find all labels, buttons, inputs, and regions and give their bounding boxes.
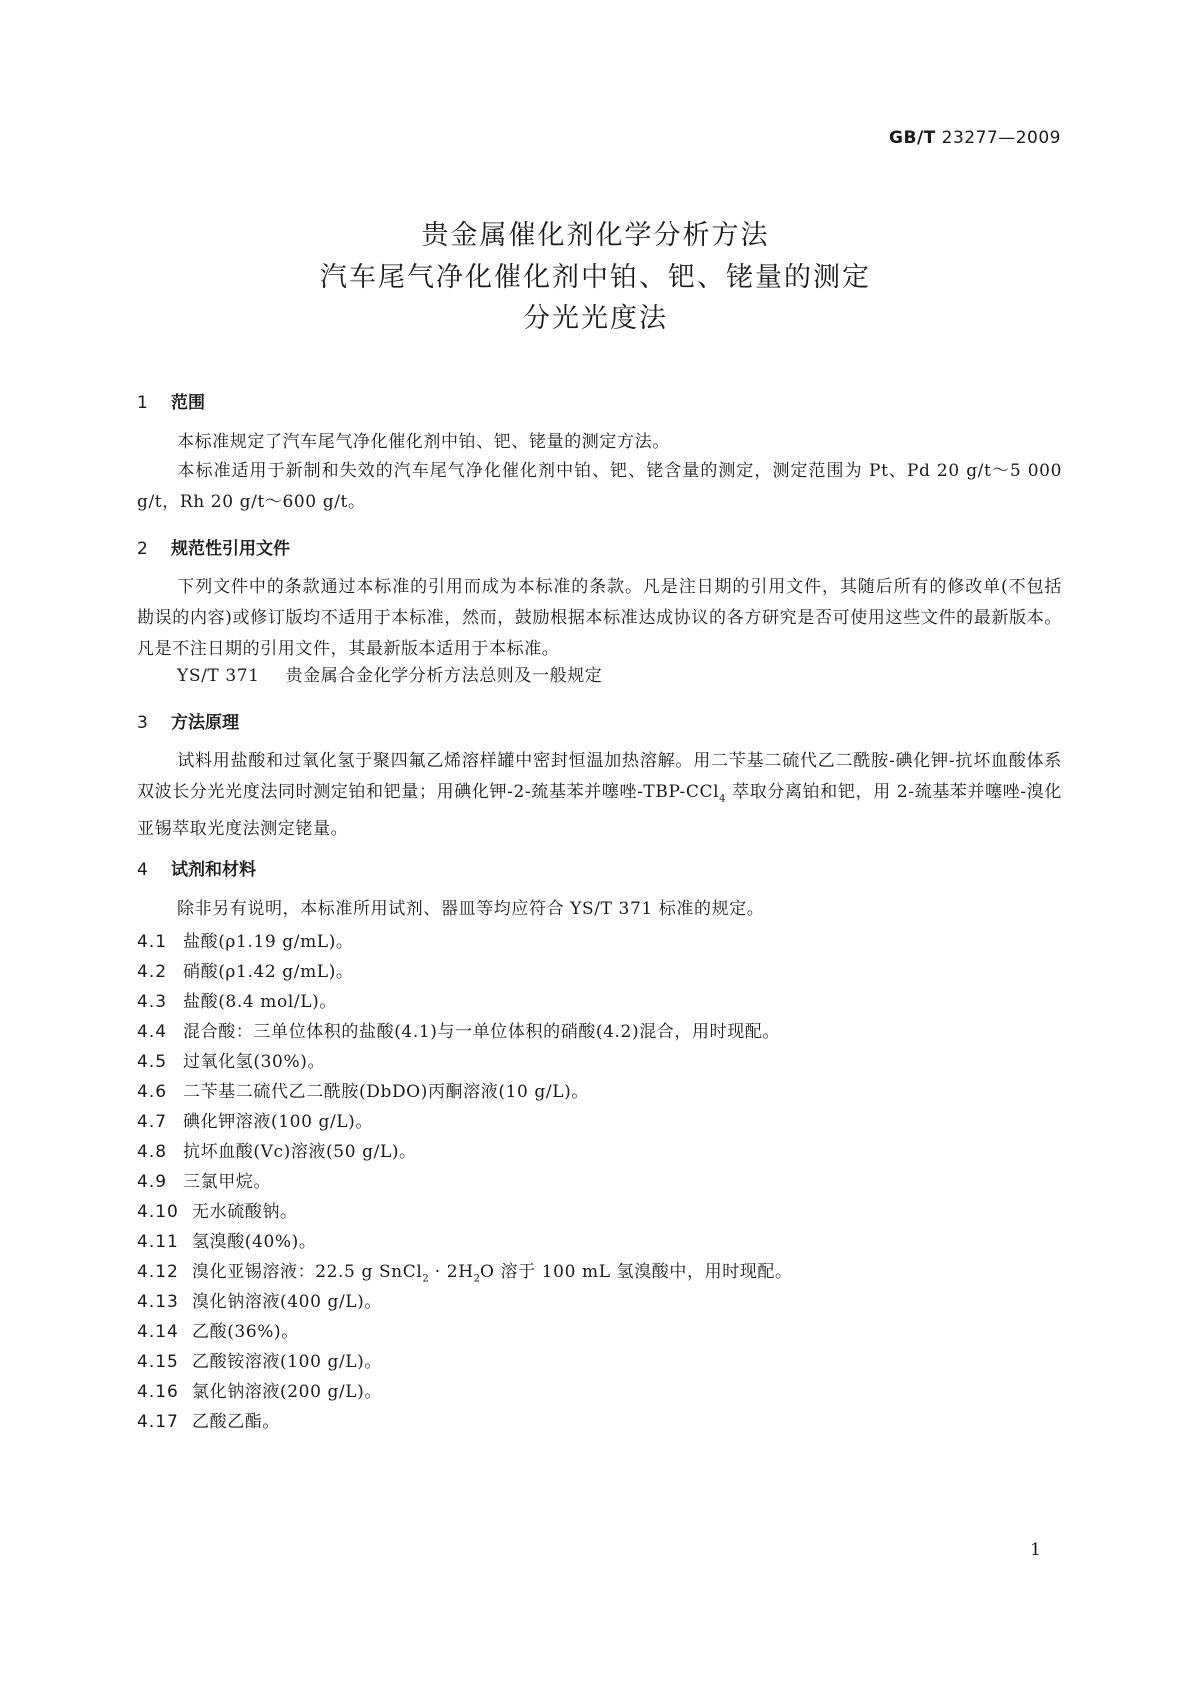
list-item: 4.3 盐酸(8.4 mol/L)。 [137, 992, 337, 1012]
normative-reference [137, 661, 1062, 692]
section-4-heading [137, 855, 256, 880]
list-item: 4.11 氢溴酸(40%)。 [137, 1232, 317, 1252]
section-2-title: 规范性引用文件 [171, 539, 290, 559]
section-4-title: 试剂和材料 [171, 860, 256, 880]
section-3-title: 方法原理 [171, 713, 239, 733]
list-item: 4.9 三氯甲烷。 [137, 1172, 271, 1192]
section-3-number: 3 [137, 713, 148, 733]
list-item: 4.10 无水硫酸钠。 [137, 1202, 298, 1222]
reference-code: YS/T 371 [177, 666, 260, 686]
title-line-1: 贵金属催化剂化学分析方法 [421, 220, 770, 251]
section-1-title: 范围 [171, 393, 205, 413]
list-item: 4.4 混合酸：三单位体积的盐酸(4.1)与一单位体积的硝酸(4.2)混合，用时现配。 [137, 1022, 780, 1042]
list-item: 4.5 过氧化氢(30%)。 [137, 1052, 326, 1072]
title-line-3: 分光光度法 [523, 303, 668, 334]
list-item: 4.14 乙酸(36%)。 [137, 1322, 299, 1342]
reference-title: 贵金属合金化学分析方法总则及一般规定 [285, 666, 603, 686]
list-item: 4.16 氯化钠溶液(200 g/L)。 [137, 1382, 383, 1402]
section-1-paragraph-2: 本标准适用于新制和失效的汽车尾气净化催化剂中铂、钯、铑含量的测定，测定范围为 Pt、Pd 20 g/t～5 000 g/t，Rh 20 g/t～600 g/t。 [137, 461, 1062, 512]
standard-code [889, 128, 1061, 148]
page-number: 1 [1030, 1540, 1041, 1560]
list-item: 4.6 二苄基二硫代乙二酰胺(DbDO)丙酮溶液(10 g/L)。 [137, 1082, 589, 1102]
list-item: 4.12 溴化亚锡溶液：22.5 g SnCl$_2$ · $2H_2O$ 溶于 100 mL 氢溴酸中，用时现配。 [137, 1262, 793, 1285]
section-2-number: 2 [137, 539, 148, 559]
list-item: 4.1 盐酸(ρ1.19 g/mL)。 [137, 932, 354, 952]
standard-code-number: 23277—2009 [941, 128, 1061, 148]
section-4-number: 4 [137, 860, 148, 880]
title-line-2: 汽车尾气净化催化剂中铂、钯、铑量的测定 [320, 262, 871, 293]
list-item: 4.15 乙酸铵溶液(100 g/L)。 [137, 1352, 383, 1372]
section-1-paragraph-1: 本标准规定了汽车尾气净化催化剂中铂、钯、铑量的测定方法。 [177, 432, 670, 452]
section-3-paragraph-1: 试料用盐酸和过氧化氢于聚四氟乙烯溶样罐中密封恒温加热溶解。用二苄基二硫代乙二酰胺-碘化钾-抗坏血酸体系双波长分光光度法同时测定铂和钯量；用碘化钾-2-巯基苯并噻唑-TBP-CCl$_4$ 萃取分离铂和钯，用 2-巯基苯并噻唑-溴化亚锡萃取光度法测定铑量。 [137, 751, 1063, 840]
list-item: 4.8 抗坏血酸(Vc)溶液(50 g/L)。 [137, 1142, 417, 1162]
standard-code-prefix: GB/T [889, 128, 936, 148]
section-3-heading [137, 708, 239, 733]
section-1-heading [137, 388, 205, 413]
list-item: 4.7 碘化钾溶液(100 g/L)。 [137, 1112, 374, 1132]
section-1-number: 1 [137, 393, 148, 413]
section-2-heading [137, 534, 290, 559]
section-2-paragraph-1: 下列文件中的条款通过本标准的引用而成为本标准的条款。凡是注日期的引用文件，其随后所有的修改单(不包括勘误的内容)或修订版均不适用于本标准，然而，鼓励根据本标准达成协议的各方研究是否可使用这些文件的最新版本。凡是不注日期的引用文件，其最新版本适用于本标准。 [137, 577, 1062, 659]
list-item: 4.2 硝酸(ρ1.42 g/mL)。 [137, 962, 354, 982]
list-item: 4.17 乙酸乙酯。 [137, 1412, 280, 1432]
list-item: 4.13 溴化钠溶液(400 g/L)。 [137, 1292, 383, 1312]
section-4-intro: 除非另有说明，本标准所用试剂、器皿等均应符合 YS/T 371 标准的规定。 [177, 899, 765, 919]
